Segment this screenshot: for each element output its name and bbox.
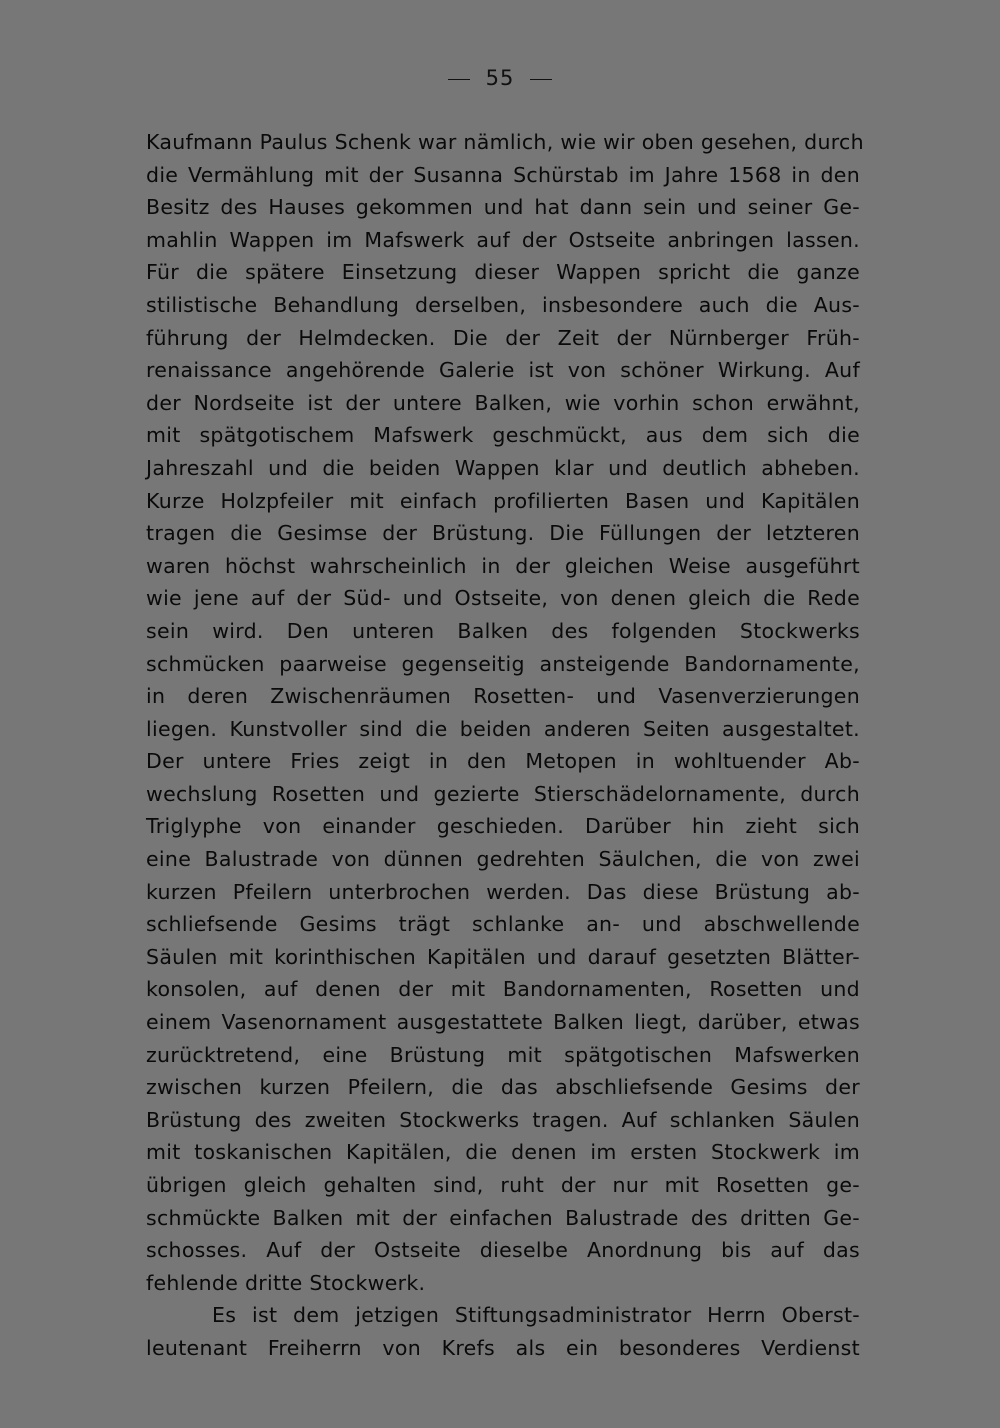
- text-line: schmücken paarweise gegenseitig ansteigende Bandornamente,: [146, 651, 860, 676]
- text-line: kurzen Pfeilern unterbrochen werden. Das diese Brüstung ab-: [146, 879, 860, 904]
- text-line: die Vermählung mit der Susanna Schürstab im Jahre 1568 in den: [146, 162, 860, 187]
- text-line: führung der Helmdecken. Die der Zeit der Nürnberger Früh-: [146, 325, 860, 350]
- text-line: mahlin Wappen im Mafswerk auf der Ostseite anbringen lassen.: [146, 227, 860, 252]
- text-line: einem Vasenornament ausgestattete Balken liegt, darüber, etwas: [146, 1010, 860, 1035]
- text-line: Besitz des Hauses gekommen und hat dann sein und seiner Ge-: [146, 195, 860, 220]
- text-line: zwischen kurzen Pfeilern, die das abschliefsende Gesims der: [146, 1075, 860, 1100]
- text-line: schmückte Balken mit der einfachen Balustrade des dritten Ge-: [146, 1205, 860, 1230]
- text-line: liegen. Kunstvoller sind die beiden anderen Seiten ausgestaltet.: [146, 716, 860, 741]
- text-line: der Nordseite ist der untere Balken, wie vorhin schon erwähnt,: [146, 390, 860, 415]
- text-line: schliefsende Gesims trägt schlanke an- und abschwellende: [146, 912, 860, 937]
- text-line: zurücktretend, eine Brüstung mit spätgotischen Mafswerken: [146, 1042, 860, 1067]
- body-text: [146, 126, 864, 1365]
- page-number: 55: [485, 66, 515, 90]
- text-line: Kurze Holzpfeiler mit einfach profilierten Basen und Kapitälen: [146, 488, 860, 513]
- text-line: schosses. Auf der Ostseite dieselbe Anordnung bis auf das: [146, 1238, 860, 1263]
- text-line: leutenant Freiherrn von Krefs als ein besonderes Verdienst: [146, 1335, 860, 1360]
- text-line: übrigen gleich gehalten sind, ruht der nur mit Rosetten ge-: [146, 1173, 860, 1197]
- text-line: tragen die Gesimse der Brüstung. Die Füllungen der letzteren: [146, 521, 860, 546]
- text-line: konsolen, auf denen der mit Bandornamenten, Rosetten und: [146, 977, 860, 1002]
- text-line: Kaufmann Paulus Schenk war nämlich, wie wir oben gesehen, durch: [146, 130, 864, 154]
- text-line: sein wird. Den unteren Balken des folgenden Stockwerks: [146, 618, 860, 643]
- text-line: wechslung Rosetten und gezierte Stierschädelornamente, durch: [146, 781, 860, 806]
- text-line: Es ist dem jetzigen Stiftungsadministrator Herrn Oberst-: [212, 1303, 860, 1328]
- text-line: eine Balustrade von dünnen gedrehten Säulchen, die von zwei: [146, 847, 860, 872]
- text-line: Der untere Fries zeigt in den Metopen in wohltuender Ab-: [146, 749, 860, 774]
- text-line: Jahreszahl und die beiden Wappen klar und deutlich abheben.: [146, 455, 860, 480]
- text-line: Triglyphe von einander geschieden. Darüber hin zieht sich: [146, 814, 860, 839]
- text-line: Säulen mit korinthischen Kapitälen und darauf gesetzten Blätter-: [146, 944, 860, 969]
- text-line: mit spätgotischem Mafswerk geschmückt, aus dem sich die: [146, 423, 860, 448]
- text-line: Für die spätere Einsetzung dieser Wappen spricht die ganze: [146, 260, 860, 285]
- page-header: [0, 66, 1000, 90]
- header-dash-left: [448, 79, 470, 80]
- text-line: fehlende dritte Stockwerk.: [146, 1270, 426, 1295]
- header-dash-right: [530, 79, 552, 80]
- text-line: Brüstung des zweiten Stockwerks tragen. Auf schlanken Säulen: [146, 1107, 860, 1132]
- text-line: mit toskanischen Kapitälen, die denen im ersten Stockwerk im: [146, 1140, 860, 1165]
- text-line: stilistische Behandlung derselben, insbesondere auch die Aus-: [146, 292, 860, 317]
- text-line: in deren Zwischenräumen Rosetten- und Vasenverzierungen: [146, 684, 860, 709]
- text-line: renaissance angehörende Galerie ist von schöner Wirkung. Auf: [146, 358, 860, 383]
- text-line: waren höchst wahrscheinlich in der gleichen Weise ausgeführt: [146, 553, 860, 578]
- text-line: wie jene auf der Süd- und Ostseite, von denen gleich die Rede: [146, 586, 860, 611]
